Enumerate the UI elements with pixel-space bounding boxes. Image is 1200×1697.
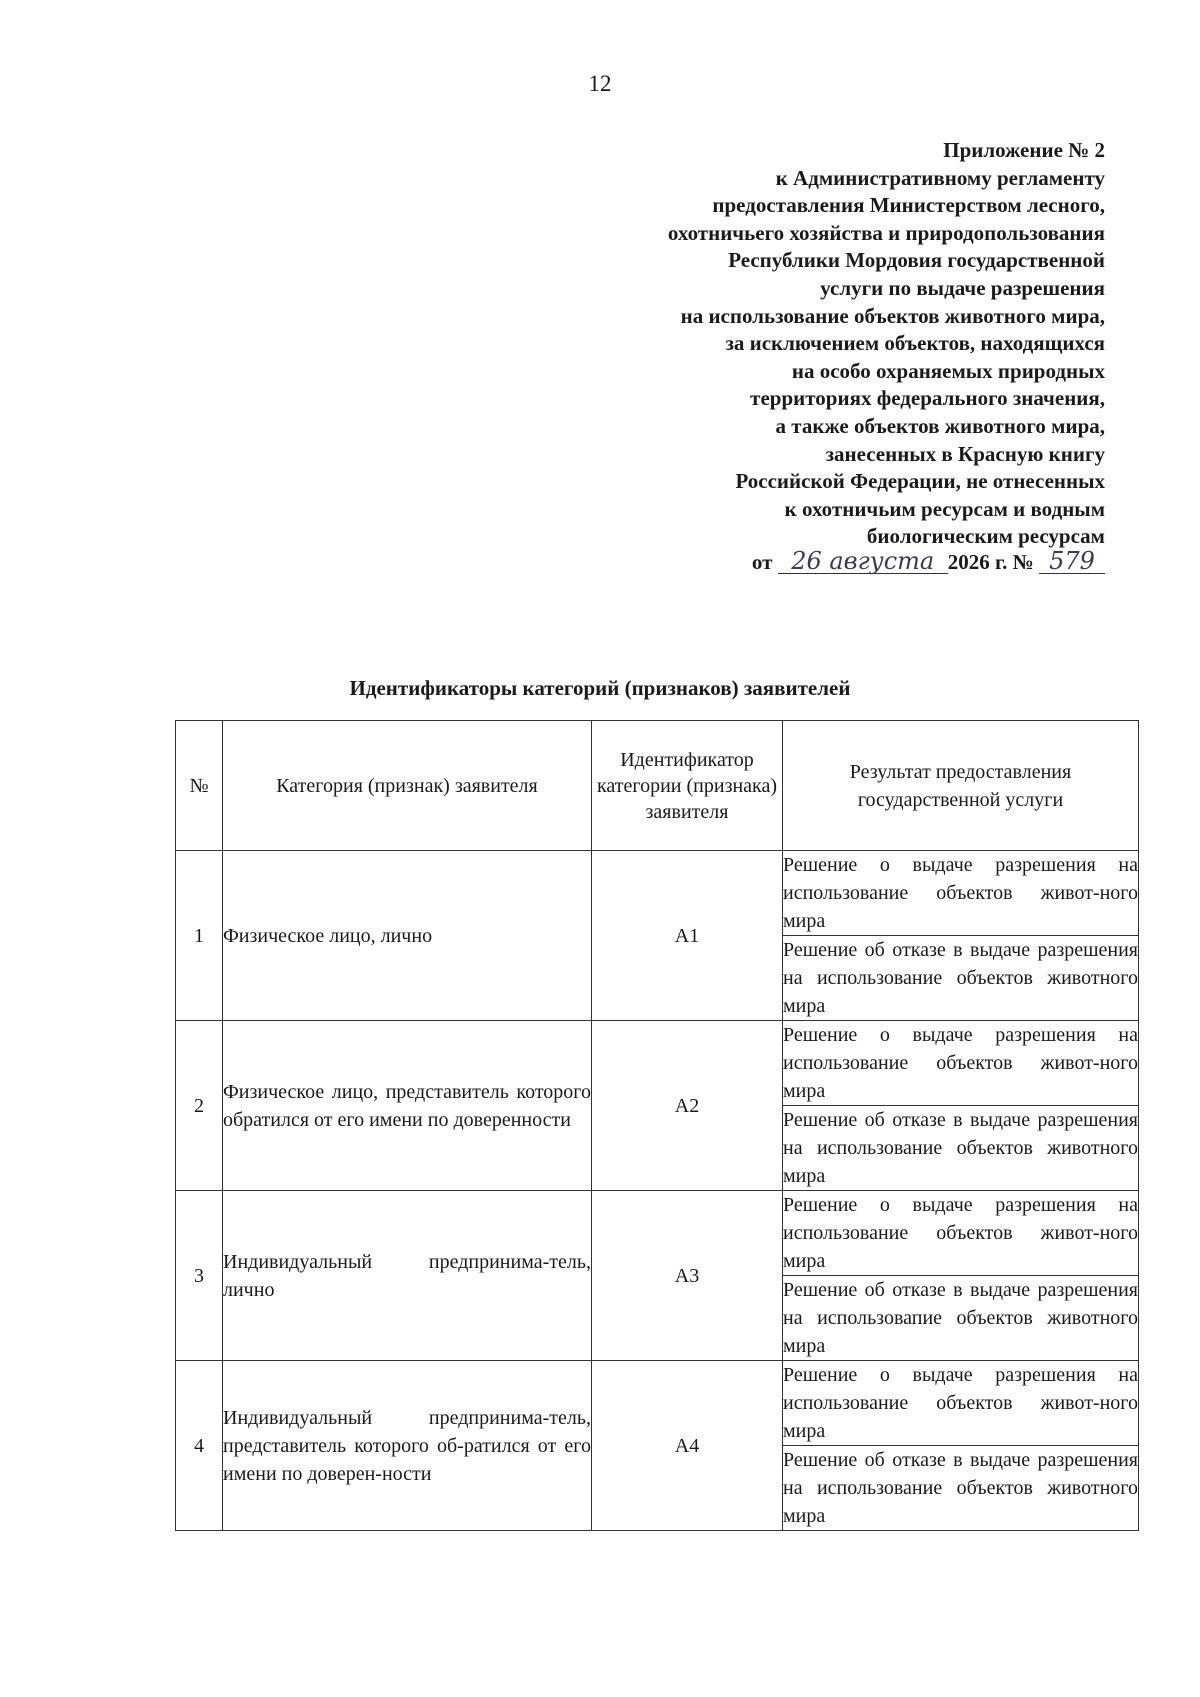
row-result-refusal: Решение об отказе в выдаче разрешения на использование объектов животного мира — [783, 936, 1139, 1021]
row-result-grant: Решение о выдаче разрешения на использование объектов живот-ного мира — [783, 1191, 1139, 1276]
appendix-header — [465, 137, 1105, 577]
page-number: 12 — [588, 71, 612, 96]
applicant-categories-table — [175, 720, 1139, 1531]
row-result-grant: Решение о выдаче разрешения на использование объектов живот-ного мира — [783, 851, 1139, 936]
header-line: на использование объектов животного мира, — [680, 303, 1105, 328]
row-result-grant: Решение о выдаче разрешения на использование объектов живот-ного мира — [783, 1361, 1139, 1446]
row-identifier: А2 — [592, 1021, 783, 1191]
row-identifier: А4 — [592, 1361, 783, 1531]
row-identifier: А3 — [592, 1191, 783, 1361]
row-number: 2 — [176, 1021, 223, 1191]
header-line: Республики Мордовия государственной — [728, 248, 1105, 273]
table-row — [176, 1021, 1139, 1106]
header-line: на особо охраняемых природных — [791, 358, 1105, 383]
year-number-label: 2026 г. № — [947, 549, 1034, 574]
row-result-refusal: Решение об отказе в выдаче разрешения на использовапие объектов животного мира — [783, 1276, 1139, 1361]
handwritten-date: 26 августа — [778, 549, 948, 574]
header-line: к Административному регламенту — [775, 165, 1105, 190]
header-line: биологическим ресурсам — [866, 524, 1105, 549]
header-category: Категория (признак) заявителя — [223, 721, 592, 851]
table-row — [176, 1191, 1139, 1276]
row-result-refusal: Решение об отказе в выдаче разрешения на использование объектов животного мира — [783, 1446, 1139, 1531]
header-line: территориях федерального значения, — [750, 386, 1105, 411]
header-line: Российской Федерации, не отнесенных — [735, 469, 1105, 494]
row-category: Физическое лицо, представитель которого обратился от его имени по доверенности — [223, 1021, 592, 1191]
row-result-grant: Решение о выдаче разрешения на использование объектов живот-ного мира — [783, 1021, 1139, 1106]
header-line: занесенных в Красную книгу — [825, 441, 1105, 466]
table-title: Идентификаторы категорий (признаков) заявителей — [349, 676, 851, 700]
date-prefix: от — [751, 549, 773, 574]
header-identifier: Идентификатор категории (признака) заявителя — [592, 721, 783, 851]
row-identifier: А1 — [592, 851, 783, 1021]
row-category: Индивидуальный предпринима-тель, лично — [223, 1191, 592, 1361]
header-line: охотничьего хозяйства и природопользования — [667, 220, 1105, 245]
header-line: Приложение № 2 — [943, 138, 1105, 162]
row-category: Физическое лицо, лично — [223, 851, 592, 1021]
row-number: 4 — [176, 1361, 223, 1531]
header-line: а также объектов животного мира, — [775, 413, 1105, 438]
table-row — [176, 851, 1139, 936]
row-number: 3 — [176, 1191, 223, 1361]
document-date-line — [465, 546, 1105, 577]
header-line: за исключением объектов, находящихся — [725, 331, 1105, 356]
row-result-refusal: Решение об отказе в выдаче разрешения на использование объектов животного мира — [783, 1106, 1139, 1191]
header-num: № — [176, 721, 223, 851]
row-number: 1 — [176, 851, 223, 1021]
handwritten-number: 579 — [1039, 549, 1105, 574]
header-line: услуги по выдаче разрешения — [820, 275, 1105, 300]
table-row — [176, 1361, 1139, 1446]
table-header-row — [176, 721, 1139, 851]
header-result: Результат предоставления государственной услуги — [783, 721, 1139, 851]
row-category: Индивидуальный предпринима-тель, представитель которого об-ратился от его имени по доверен-ности — [223, 1361, 592, 1531]
header-line: предоставления Министерством лесного, — [712, 193, 1105, 218]
header-line: к охотничьим ресурсам и водным — [784, 496, 1105, 521]
